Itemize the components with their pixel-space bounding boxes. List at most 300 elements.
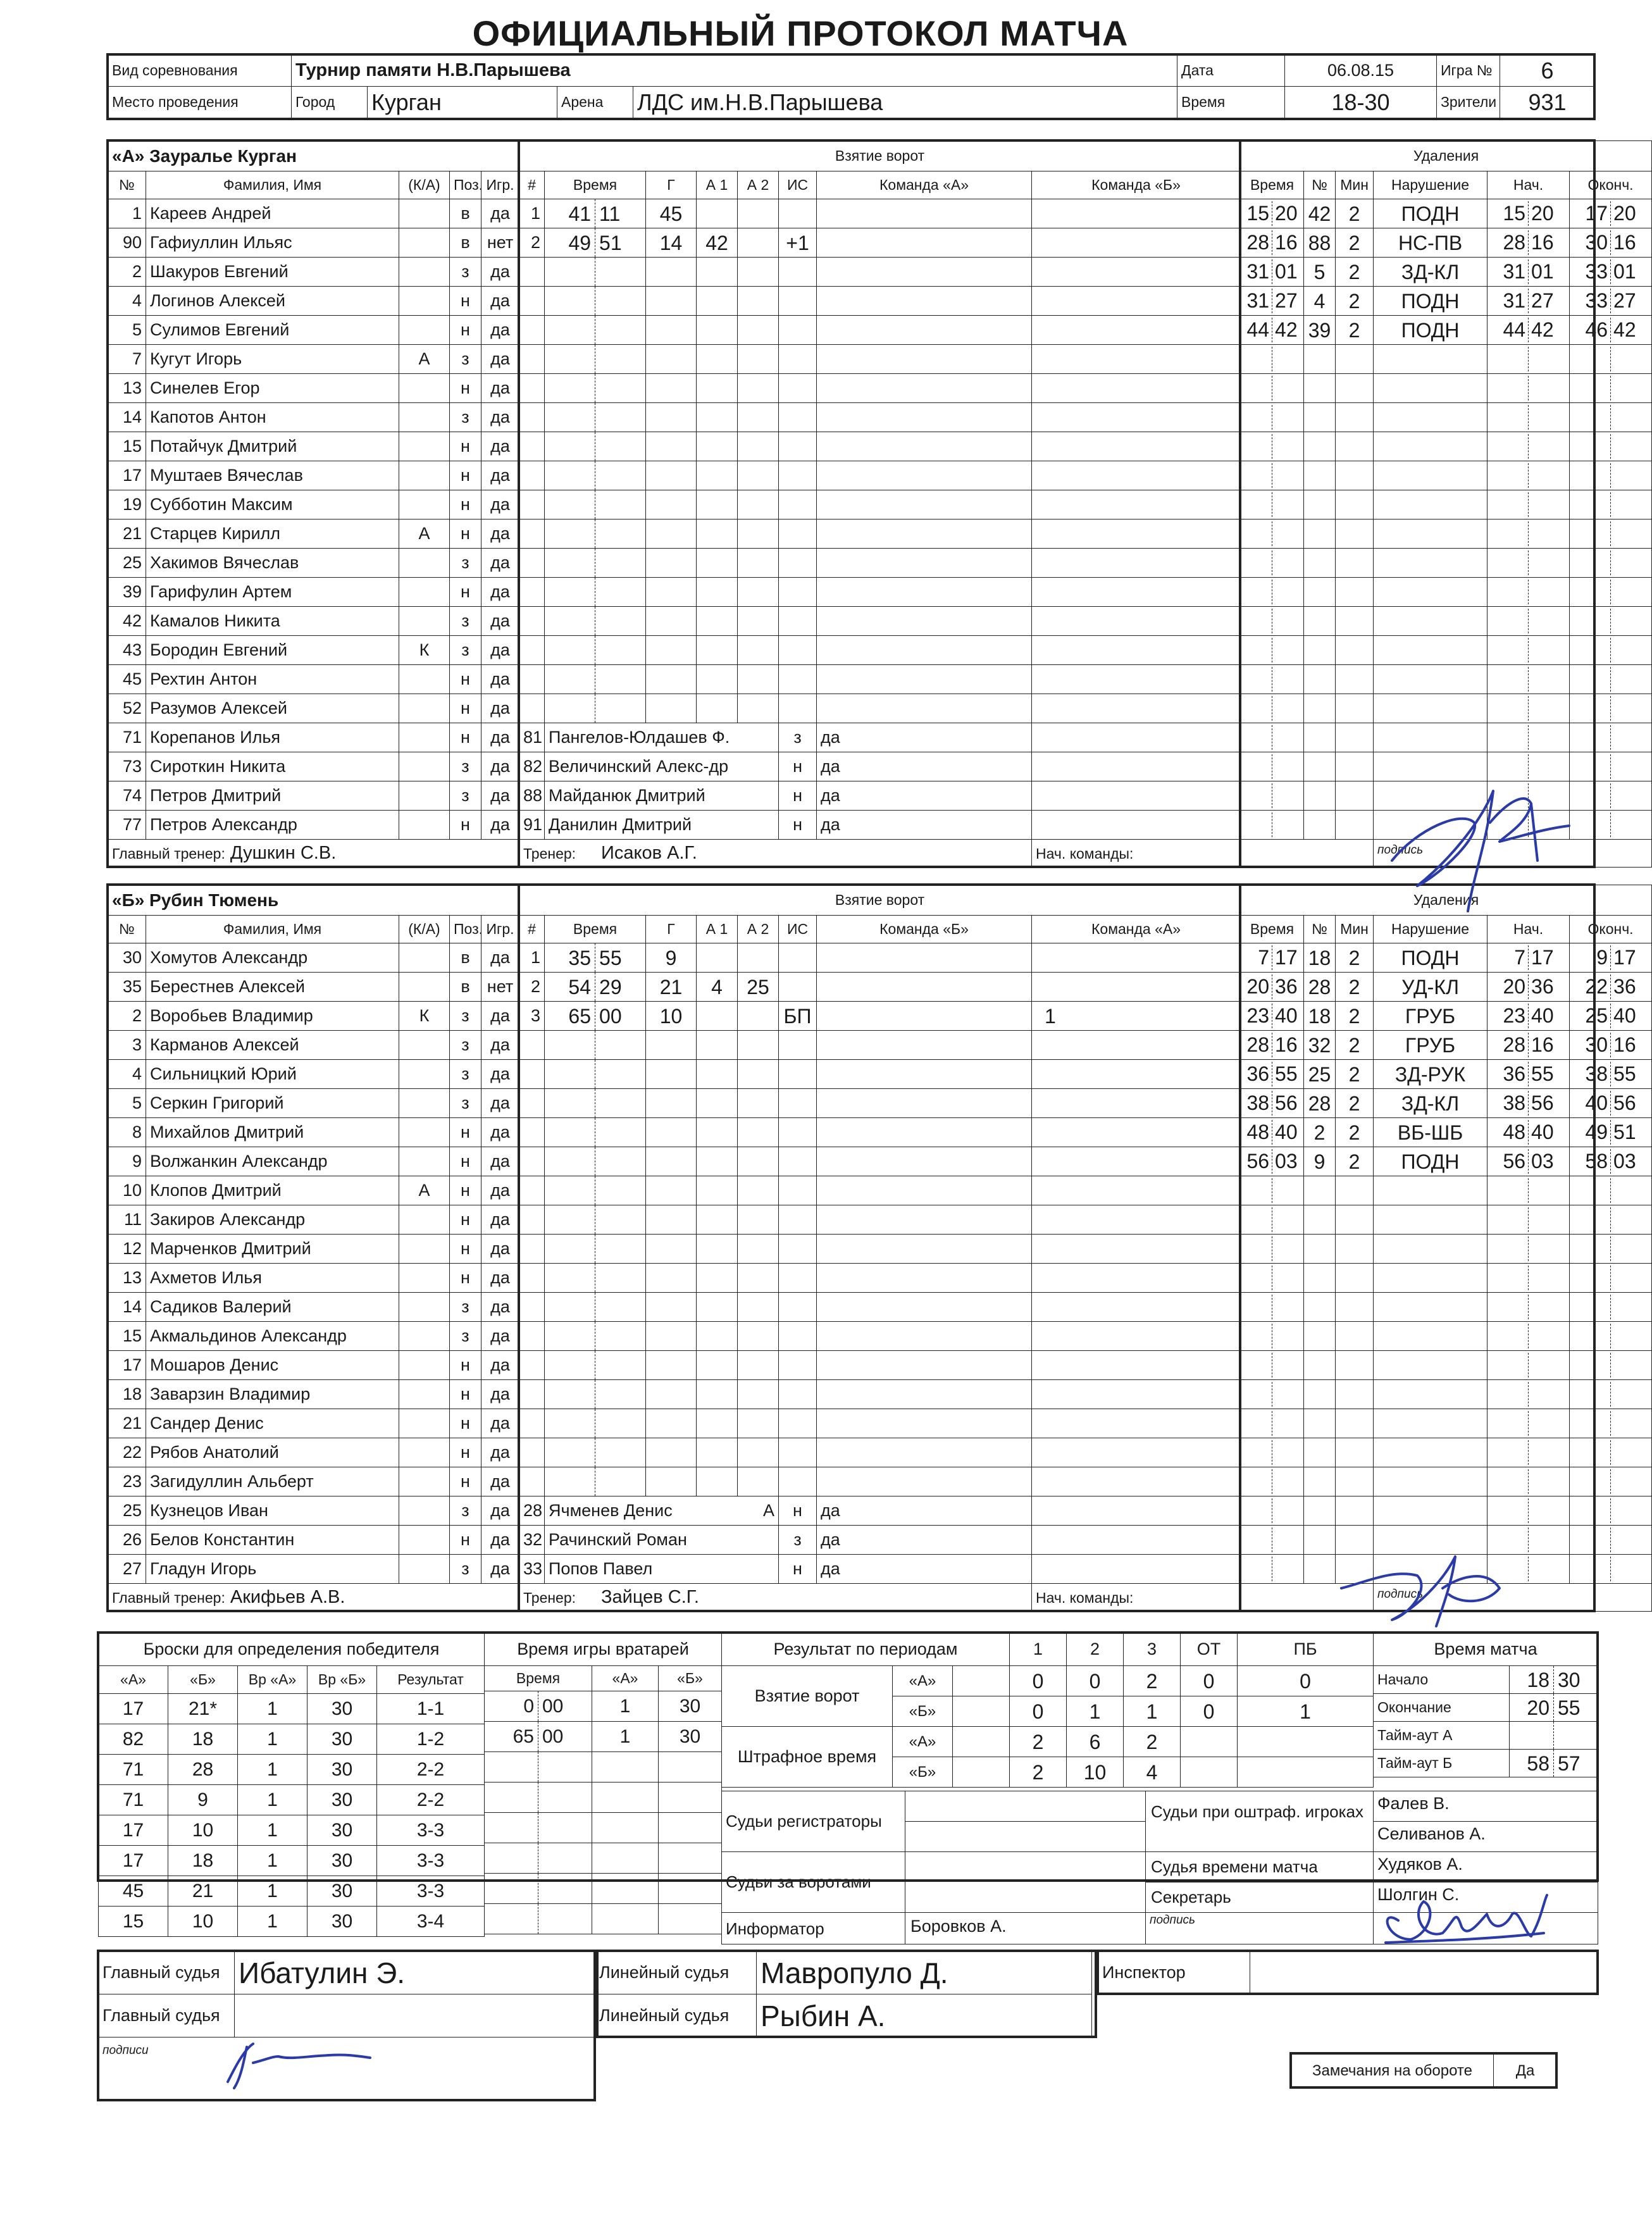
penalty-violation xyxy=(1374,1322,1487,1351)
time-value: 18-30 xyxy=(1285,87,1437,118)
goal-cell xyxy=(697,1380,738,1409)
player-role xyxy=(399,752,450,781)
goal-cell xyxy=(697,1351,738,1380)
player-role xyxy=(399,432,450,461)
goal-cell xyxy=(738,1409,779,1438)
time-minutes xyxy=(1487,1353,1529,1377)
shootout-cell: 9 xyxy=(168,1785,238,1815)
shootout-header: «А» xyxy=(99,1666,168,1694)
player-number: 73 xyxy=(108,752,146,781)
goal-team-cell xyxy=(817,578,1032,607)
teamA-signature-label: подпись xyxy=(1377,843,1424,857)
goal-cell xyxy=(738,1060,779,1089)
player-name xyxy=(146,345,399,374)
teamA-pen-time-header: Время xyxy=(1241,171,1304,199)
penalty-time xyxy=(1241,1031,1304,1060)
penalty-time xyxy=(1241,403,1304,432)
player-name xyxy=(146,1031,399,1060)
time-minutes: 15 xyxy=(1487,201,1529,225)
penalty-time xyxy=(1241,1351,1304,1380)
goal-cell xyxy=(545,1264,595,1293)
player-position: н xyxy=(450,490,481,519)
goal-cell xyxy=(646,461,697,490)
teamB-team-b-goals-header: Команда «А» xyxy=(1032,916,1241,943)
goal-team-cell xyxy=(817,1351,1032,1380)
goal-cell xyxy=(519,1176,545,1205)
goal-cell xyxy=(738,1031,779,1060)
player-number: 35 xyxy=(108,973,146,1002)
player-number: 14 xyxy=(108,403,146,432)
teamB-coach xyxy=(519,1584,1032,1612)
penalty-violation xyxy=(1374,694,1487,723)
player-played: да xyxy=(481,1467,519,1496)
teamA-coach xyxy=(519,840,1032,868)
shootout-title: Броски для определения победителя xyxy=(99,1633,485,1666)
teamB-player-row xyxy=(108,1409,1652,1438)
penalty-end xyxy=(1570,1060,1652,1089)
goal-cell xyxy=(595,374,646,403)
player-name xyxy=(146,461,399,490)
goal-cell xyxy=(595,287,646,316)
player-name-text: Шакуров Евгений xyxy=(150,262,289,281)
teamB-player-row xyxy=(108,1293,1652,1322)
teamB-player-row xyxy=(108,1031,1652,1060)
player-played: да xyxy=(481,1496,519,1526)
player-name-text: Рябов Анатолий xyxy=(150,1443,279,1462)
teamA-coach-label: Тренер: xyxy=(523,845,576,862)
player-number: 17 xyxy=(108,461,146,490)
time-minutes xyxy=(1241,1353,1272,1377)
goal-cell xyxy=(697,1467,738,1496)
player-name-text: Закиров Александр xyxy=(150,1210,306,1229)
player-name xyxy=(146,374,399,403)
penalty-end xyxy=(1570,1235,1652,1264)
shootout-table xyxy=(98,1633,485,1937)
time-minutes xyxy=(1241,638,1272,662)
time-minutes xyxy=(1241,1178,1272,1202)
player-name-text: Гафиуллин Ильяс xyxy=(150,233,292,252)
time-seconds: 17 xyxy=(1613,946,1636,969)
penalty-end xyxy=(1570,1147,1652,1176)
goal-cell xyxy=(697,1176,738,1205)
teamA-player-row xyxy=(108,345,1652,374)
goal-cell xyxy=(519,316,545,345)
goalie-cell xyxy=(485,1874,538,1904)
teamA-goals-title: Взятие ворот xyxy=(519,141,1241,171)
player-number: 88 xyxy=(519,781,545,811)
goalie-cell xyxy=(592,1843,659,1874)
player-role xyxy=(399,1438,450,1467)
time-minutes: 28 xyxy=(1487,230,1529,254)
penalty-time xyxy=(1241,1438,1304,1467)
goal-cell xyxy=(738,1118,779,1147)
penalty-end xyxy=(1570,1089,1652,1118)
player-number: 43 xyxy=(108,636,146,665)
goal-team-cell xyxy=(817,1293,1032,1322)
player-played: да xyxy=(481,549,519,578)
penalty-time xyxy=(1241,1089,1304,1118)
player-name-text: Сулимов Евгений xyxy=(150,320,290,339)
goal-cell xyxy=(646,403,697,432)
shootout-cell: 30 xyxy=(307,1815,377,1846)
goal-cell xyxy=(545,490,595,519)
time-minutes xyxy=(1570,405,1611,429)
goal-team-cell xyxy=(817,694,1032,723)
teamB-no-header: № xyxy=(108,916,146,943)
goal-cell xyxy=(646,258,697,287)
timeout-a-label: Тайм-аут А xyxy=(1374,1722,1510,1750)
teamB-signature-label: подпись xyxy=(1377,1588,1424,1601)
goal-cell xyxy=(646,1409,697,1438)
player-position: н xyxy=(450,432,481,461)
goal-cell xyxy=(595,665,646,694)
teamA-player-row xyxy=(108,549,1652,578)
player-name-text: Хомутов Александр xyxy=(150,948,308,967)
teamB-is-header: ИС xyxy=(779,916,817,943)
time-seconds: 17 xyxy=(1531,946,1554,969)
teamA-player-row xyxy=(108,403,1652,432)
player-number: 21 xyxy=(108,1409,146,1438)
goal-cell xyxy=(646,636,697,665)
time-minutes xyxy=(1570,1382,1611,1406)
penalty-violation: ВБ-ШБ xyxy=(1374,1118,1487,1147)
penalty-player xyxy=(1304,607,1336,636)
player-name xyxy=(545,1496,779,1526)
goal-cell xyxy=(519,1118,545,1147)
penalty-player: 4 xyxy=(1304,287,1336,316)
time-seconds: 27 xyxy=(1531,289,1554,313)
goal-cell xyxy=(697,549,738,578)
time-minutes xyxy=(1570,492,1611,516)
goal-cell: 2 xyxy=(519,228,545,258)
header-table xyxy=(108,54,1595,87)
shootout-header: Вр «А» xyxy=(238,1666,307,1694)
player-position: н xyxy=(450,1351,481,1380)
player-name-text: Разумов Алексей xyxy=(150,699,288,718)
goal-team-cell xyxy=(1032,432,1241,461)
penalty-minutes xyxy=(1336,665,1374,694)
shootout-cell: 30 xyxy=(307,1694,377,1724)
time-minutes: 36 xyxy=(1487,1062,1529,1086)
time-minutes xyxy=(1570,1266,1611,1290)
penalty-end xyxy=(1570,1409,1652,1438)
goalie-row xyxy=(485,1904,722,1934)
goal-cell xyxy=(519,490,545,519)
remarks-value: Да xyxy=(1494,2054,1557,2088)
shootout-cell: 1 xyxy=(238,1755,307,1785)
player-name-text: Величинский Алекс-др xyxy=(549,757,729,776)
time-minutes: 28 xyxy=(1241,230,1272,254)
player-role xyxy=(399,811,450,840)
period-value: 1 xyxy=(1067,1696,1124,1727)
officials-signature-label: подпись xyxy=(1150,1913,1196,1927)
time-minutes xyxy=(1570,1527,1611,1552)
penalty-player xyxy=(1304,665,1336,694)
penalty-end xyxy=(1570,973,1652,1002)
goal-cell xyxy=(595,636,646,665)
player-name xyxy=(146,1351,399,1380)
penalty-start xyxy=(1487,199,1570,228)
penalty-judges-label: Судьи при оштраф. игроках xyxy=(1151,1802,1363,1821)
time-seconds: 40 xyxy=(1275,1121,1298,1144)
player-played: да xyxy=(817,723,1032,752)
goal-cell xyxy=(595,1409,646,1438)
penalty-start xyxy=(1487,519,1570,549)
venue-table xyxy=(108,86,1595,118)
player-position: н xyxy=(779,1555,817,1584)
penalty-minutes xyxy=(1336,519,1374,549)
penalty-violation: ПОДН xyxy=(1374,287,1487,316)
player-played: да xyxy=(481,1235,519,1264)
time-minutes xyxy=(1241,1469,1272,1493)
time-minutes xyxy=(1570,1178,1611,1202)
goal-cell xyxy=(545,1467,595,1496)
time-minutes xyxy=(1241,376,1272,400)
player-number: 23 xyxy=(108,1467,146,1496)
goal-cell xyxy=(595,1351,646,1380)
penalty-violation xyxy=(1374,1409,1487,1438)
penalty-player xyxy=(1304,578,1336,607)
player-role xyxy=(399,258,450,287)
goal-cell xyxy=(697,694,738,723)
player-position: з xyxy=(450,549,481,578)
goal-cell xyxy=(779,403,817,432)
goal-cell xyxy=(697,1118,738,1147)
player-name xyxy=(146,636,399,665)
time-minutes: 30 xyxy=(1570,230,1611,254)
player-name xyxy=(146,287,399,316)
shootout-cell: 71 xyxy=(99,1755,168,1785)
player-name xyxy=(146,1380,399,1409)
player-name-text: Волжанкин Александр xyxy=(150,1152,328,1171)
penalty-start xyxy=(1487,1235,1570,1264)
player-number: 81 xyxy=(519,723,545,752)
teamA-pen-min-header: Мин xyxy=(1336,171,1374,199)
teamB-pen-time-header: Время xyxy=(1241,916,1304,943)
time-minutes xyxy=(1487,696,1529,720)
registrars-label: Судьи регистраторы xyxy=(722,1791,905,1852)
goal-cell xyxy=(545,432,595,461)
penalty-violation: ПОДН xyxy=(1374,316,1487,345)
shootout-cell: 17 xyxy=(99,1815,168,1846)
player-number: 26 xyxy=(108,1526,146,1555)
goal-team-cell xyxy=(817,258,1032,287)
goal-cell xyxy=(545,287,595,316)
time-minutes xyxy=(1241,783,1272,807)
time-minutes xyxy=(1487,521,1529,545)
time-minutes xyxy=(1241,1207,1272,1231)
player-played: да xyxy=(481,1176,519,1205)
penalty-minutes xyxy=(1336,1409,1374,1438)
goal-cell xyxy=(779,1380,817,1409)
goal-cell xyxy=(646,316,697,345)
goal-cell: 21 xyxy=(646,973,697,1002)
penalty-start xyxy=(1487,1496,1570,1526)
time-minutes: 7 xyxy=(1487,945,1529,969)
player-position: н xyxy=(450,1147,481,1176)
player-name-text: Ахметов Илья xyxy=(150,1268,262,1287)
goal-team-cell xyxy=(817,549,1032,578)
goal-cell xyxy=(738,228,779,258)
teamB-team-name: «Б» Рубин Тюмень xyxy=(108,885,519,916)
penalty-time xyxy=(1241,519,1304,549)
time-minutes xyxy=(1241,434,1272,458)
goalie-cell xyxy=(538,1752,592,1782)
player-number: 32 xyxy=(519,1526,545,1555)
player-position: н xyxy=(450,1526,481,1555)
teamA-player-row xyxy=(108,199,1652,228)
period-results-table xyxy=(721,1633,1374,1788)
penalty-minutes: 2 xyxy=(1336,1060,1374,1089)
goal-team-cell xyxy=(1032,1176,1241,1205)
teamA-player-row xyxy=(108,636,1652,665)
goal-cell: 51 xyxy=(595,228,646,258)
time-seconds: 16 xyxy=(1613,231,1636,254)
player-name xyxy=(146,811,399,840)
time-minutes xyxy=(1241,463,1272,487)
penalty-minutes: 2 xyxy=(1336,287,1374,316)
shootout-cell: 1 xyxy=(238,1907,307,1937)
penalty-player xyxy=(1304,723,1336,752)
player-position: з xyxy=(450,345,481,374)
goal-team-cell xyxy=(1032,345,1241,374)
inspector-table xyxy=(1098,1951,1598,1994)
time-seconds: 03 xyxy=(1531,1150,1554,1173)
goal-team-cell xyxy=(1032,1031,1241,1060)
period-row xyxy=(722,1666,1374,1696)
time-seconds: 51 xyxy=(1613,1121,1636,1144)
goal-cell xyxy=(697,287,738,316)
goal-team-cell xyxy=(817,1031,1032,1060)
goal-cell xyxy=(595,1205,646,1235)
teamA-a1-header: А 1 xyxy=(697,171,738,199)
time-minutes xyxy=(1570,551,1611,575)
goal-team-cell xyxy=(1032,199,1241,228)
player-name-text: Заварзин Владимир xyxy=(150,1384,311,1403)
time-minutes xyxy=(1241,1324,1272,1348)
player-number: 25 xyxy=(108,549,146,578)
goal-team-cell xyxy=(1032,1118,1241,1147)
player-role xyxy=(399,1467,450,1496)
player-name xyxy=(146,1293,399,1322)
player-name xyxy=(545,1526,779,1555)
player-played: да xyxy=(481,578,519,607)
player-role: А xyxy=(399,345,450,374)
goal-cell xyxy=(595,1147,646,1176)
penalty-start xyxy=(1487,578,1570,607)
goal-cell xyxy=(519,432,545,461)
teamA-team-name: «А» Зауралье Курган xyxy=(108,141,519,171)
goal-cell xyxy=(595,1176,646,1205)
goal-cell: 4 xyxy=(697,973,738,1002)
player-name xyxy=(146,973,399,1002)
goal-team-cell xyxy=(817,1235,1032,1264)
shootout-cell: 30 xyxy=(307,1846,377,1876)
penalty-start xyxy=(1487,345,1570,374)
player-name-text: Старцев Кирилл xyxy=(150,524,281,543)
goal-team-cell xyxy=(1032,490,1241,519)
player-number: 42 xyxy=(108,607,146,636)
goal-cell xyxy=(646,1264,697,1293)
player-position: н xyxy=(450,694,481,723)
teamB-team-chief-label: Нач. команды: xyxy=(1036,1590,1134,1606)
player-number: 18 xyxy=(108,1380,146,1409)
goalie-cell xyxy=(592,1904,659,1934)
goalie-cell xyxy=(538,1782,592,1813)
time-seconds: 55 xyxy=(1531,1062,1554,1086)
goal-cell xyxy=(779,519,817,549)
player-role xyxy=(399,228,450,258)
goal-team-cell xyxy=(1032,694,1241,723)
goal-cell xyxy=(779,1031,817,1060)
time-minutes xyxy=(1241,1557,1272,1581)
penalty-end xyxy=(1570,694,1652,723)
time-minutes xyxy=(1570,521,1611,545)
secretary-label: Секретарь xyxy=(1151,1888,1231,1907)
goal-cell: 10 xyxy=(646,1002,697,1031)
penalty-violation: ЗД-КЛ xyxy=(1374,258,1487,287)
remarks-table xyxy=(1291,2053,1557,2088)
competition-label: Вид соревнования xyxy=(108,55,292,87)
goal-cell xyxy=(779,1205,817,1235)
teamB-player-row xyxy=(108,1264,1652,1293)
goal-cell xyxy=(595,694,646,723)
player-name xyxy=(146,1467,399,1496)
goal-cell xyxy=(595,549,646,578)
teamB-player-row xyxy=(108,1118,1652,1147)
goal-team-cell xyxy=(1032,374,1241,403)
penalty-minutes: 2 xyxy=(1336,1089,1374,1118)
penalty-minutes xyxy=(1336,1264,1374,1293)
player-role: А xyxy=(763,1501,775,1520)
player-number: 14 xyxy=(108,1293,146,1322)
time-minutes: 30 xyxy=(1570,1033,1611,1057)
goal-cell xyxy=(519,519,545,549)
player-name-text: Корепанов Илья xyxy=(150,728,281,747)
penalty-start xyxy=(1487,1147,1570,1176)
player-number: 5 xyxy=(108,1089,146,1118)
penalty-time xyxy=(1241,1322,1304,1351)
player-role xyxy=(399,1264,450,1293)
penalty-minutes xyxy=(1336,1293,1374,1322)
time-minutes: 36 xyxy=(1241,1062,1272,1086)
goal-team-cell xyxy=(1032,287,1241,316)
goal-cell: 2 xyxy=(519,973,545,1002)
goal-cell: 65 xyxy=(545,1002,595,1031)
timeout-b-label: Тайм-аут Б xyxy=(1374,1750,1510,1777)
player-name-text: Кузнецов Иван xyxy=(150,1501,268,1520)
period-value: 0 xyxy=(1238,1666,1374,1696)
penalty-violation: ЗД-РУК xyxy=(1374,1060,1487,1089)
teamB-protocol-table xyxy=(108,885,1652,1612)
penalty-time xyxy=(1241,1205,1304,1235)
player-number: 10 xyxy=(108,1176,146,1205)
player-played: да xyxy=(817,1555,1032,1584)
penalty-violation xyxy=(1374,374,1487,403)
date-value: 06.08.15 xyxy=(1285,55,1437,87)
penalty-player xyxy=(1304,694,1336,723)
goal-cell xyxy=(738,636,779,665)
protocol-title: ОФИЦИАЛЬНЫЙ ПРОТОКОЛ МАТЧА xyxy=(472,13,1129,53)
teamB-player-row xyxy=(108,943,1652,973)
time-minutes: 20 xyxy=(1241,974,1272,999)
teamA-head-coach-label: Главный тренер: xyxy=(112,845,225,862)
goal-cell xyxy=(738,199,779,228)
time-minutes xyxy=(1570,1353,1611,1377)
goal-cell xyxy=(545,316,595,345)
shootout-cell: 21 xyxy=(168,1876,238,1907)
goalie-cell xyxy=(659,1843,722,1874)
